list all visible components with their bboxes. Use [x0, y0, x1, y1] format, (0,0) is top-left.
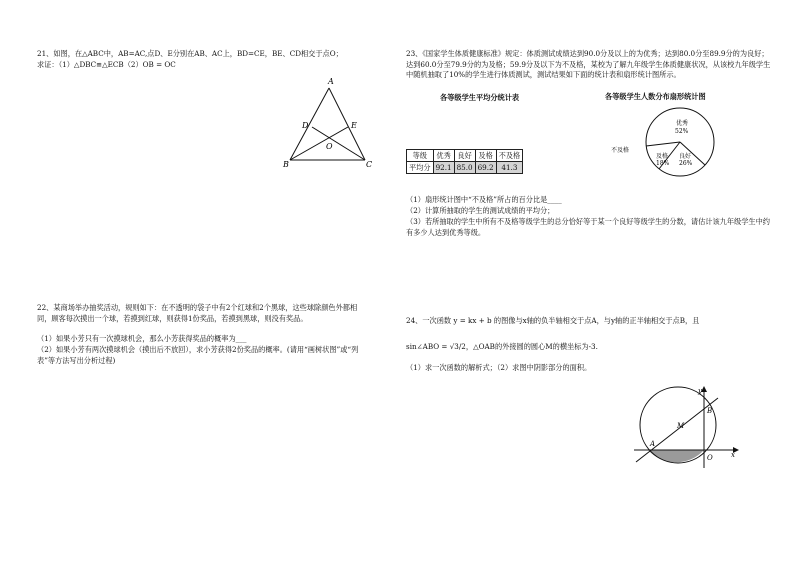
q23-table-title: 各等级学生平均分统计表: [440, 93, 520, 102]
q24-label-M: M: [677, 422, 685, 430]
q24-label-A: A: [650, 440, 656, 448]
q21-label-E: E: [351, 121, 357, 130]
pie-label-good: 良好: [679, 153, 692, 160]
table-row-label: 平均分: [407, 162, 434, 174]
q21-label-D: D: [302, 121, 309, 130]
q23-sub-question-2: （2）计算所抽取的学生的测试成绩的平均分；: [406, 206, 555, 215]
table-header-cell: 不及格: [496, 150, 523, 162]
q24-paragraph-3: （1）求一次函数的解析式；（2）求图中阴影部分的面积。: [406, 363, 592, 372]
q23-pie-chart: [605, 100, 725, 186]
q24-label-x: x: [731, 451, 735, 459]
q21-triangle-figure: [282, 75, 382, 173]
score-table: [406, 149, 523, 174]
q24-label-B: B: [707, 407, 713, 415]
q23-sub-question-1: （1）扇形统计图中“不及格”所占的百分比是____: [406, 195, 562, 204]
table-header-cell: 等级: [407, 150, 434, 162]
pie-label-pass-pct: 18%: [656, 160, 670, 167]
q22-paragraph-1: 22、某商场举办抽奖活动，规则如下：在不透明的袋子中有2个红球和2个黑球，这些球除颜色外都相同，顾客每次摸出一个球，若摸到红球，则获得1份奖品，若摸到黑球，则没有奖品。: [37, 303, 358, 323]
q22-paragraph-2: （1）如果小芳只有一次摸球机会，那么小芳获得奖品的概率为___: [37, 334, 247, 343]
q24-label-y: y: [698, 387, 702, 395]
q21-label-A: A: [328, 77, 334, 86]
q21-label-O: O: [326, 142, 333, 151]
q21-line2: 求证：（1）△DBC≌△ECB（2）OB = OC: [37, 60, 176, 69]
pie-label-fail: 不及格: [611, 147, 630, 154]
table-header-cell: 优秀: [433, 150, 454, 162]
q23-paragraph-1: 23、《国家学生体质健康标准》规定：体质测试成绩达到90.0分及以上的为优秀；达到80.0分至89.9分的为良好；达到60.0分至79.9分的为及格；59.9分及以下为不及格，某校为了解九年级学生体质健康状况，从该校九年级学生中随机抽取了10%的学生进行体质测试，测试结果如下面的统计表和扇形统计图所示。: [406, 49, 771, 79]
table-row: [407, 150, 523, 162]
table-header-cell: 及格: [475, 150, 496, 162]
q21-label-C: C: [366, 160, 373, 169]
pie-label-excellent-pct: 52%: [675, 128, 689, 135]
q24-paragraph-1: 24、一次函数 y = kx + b 的图像与x轴的负半轴相交于点A，与y轴的正半轴相交于点B，且: [406, 316, 700, 325]
q23-sub-question-3: （3）若所抽取的学生中所有不及格等级学生的总分恰好等于某一个良好等级学生的分数，请估计该九年级学生中约有多少人达到优秀等级。: [406, 217, 770, 237]
q23-pie-title: 各等级学生人数分布扇形统计图: [605, 92, 706, 101]
table-row: [407, 162, 523, 174]
pie-label-good-pct: 26%: [679, 160, 693, 167]
q24-paragraph-2: sin∠ABO = √3/2，△OAB的外接圆的圆心M的横坐标为-3.: [406, 342, 598, 351]
q24-circle-figure: [625, 382, 750, 468]
table-cell: 92.1: [433, 162, 454, 174]
q21-label-B: B: [283, 160, 289, 169]
table-header-cell: 良好: [454, 150, 475, 162]
q21-line1: 21、如图，在△ABC中，AB=AC,点D、E分别在AB、AC上，BD=CE，BE、CD相交于点O；: [37, 49, 343, 58]
pie-label-excellent: 优秀: [676, 120, 689, 127]
table-cell: 69.2: [475, 162, 496, 174]
table-cell: 85.0: [454, 162, 475, 174]
q24-label-O: O: [707, 454, 713, 462]
pie-label-pass: 及格: [656, 153, 669, 160]
q22-paragraph-3: （2）如果小芳有两次摸球机会（摸出后不放回），求小芳获得2份奖品的概率。(请用“画树状图”或“列表”等方法写出分析过程): [37, 345, 359, 365]
table-cell: 41.3: [496, 162, 523, 174]
